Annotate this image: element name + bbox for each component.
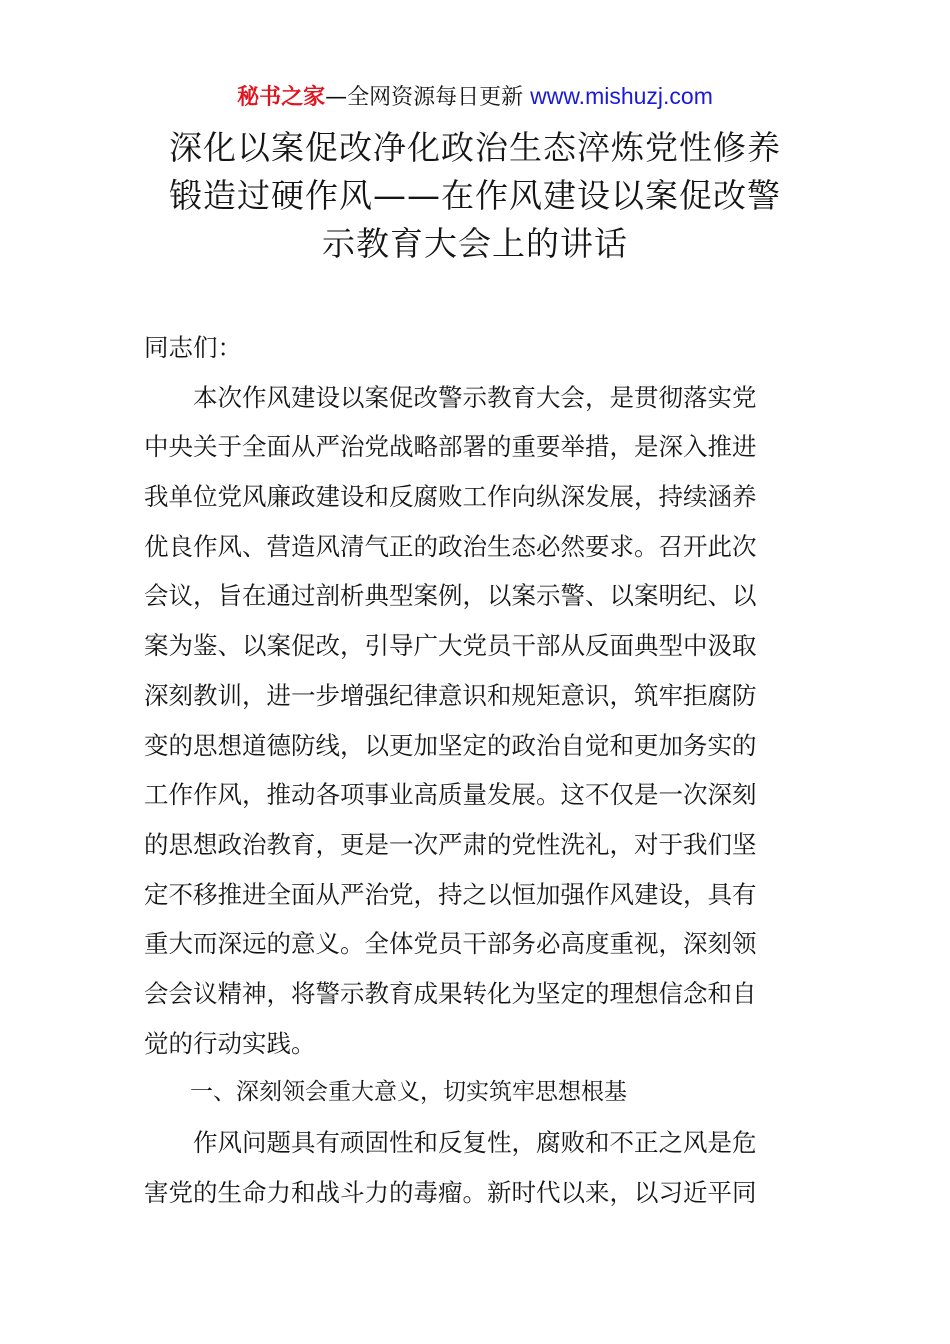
body-line: 变的思想道德防线，以更加坚定的政治自觉和更加务实的	[144, 730, 757, 760]
document-title	[140, 124, 810, 268]
body-line: 优良作风、营造风清气正的政治生态必然要求。召开此次	[144, 531, 757, 561]
document-body	[144, 323, 806, 1217]
body-line: 工作作风，推动各项事业高质量发展。这不仅是一次深刻	[144, 780, 757, 810]
body-line: 我单位党风廉政建设和反腐败工作向纵深发展，持续涵养	[144, 482, 757, 512]
header-separator: —	[325, 85, 348, 110]
brand-name: 秘书之家	[237, 85, 326, 110]
section-heading: 一、深刻领会重大意义，切实筑牢思想根基	[144, 1079, 627, 1106]
body-line: 深刻教训，进一步增强纪律意识和规矩意识，筑牢拒腐防	[144, 680, 757, 710]
body-line: 案为鉴、以案促改，引导广大党员干部从反面典型中汲取	[144, 631, 757, 661]
body-line: 作风问题具有顽固性和反复性，腐败和不正之风是危	[144, 1128, 757, 1157]
body-line: 本次作风建设以案促改警示教育大会，是贯彻落实党	[144, 382, 757, 412]
site-header	[0, 80, 950, 114]
body-line: 重大而深远的意义。全体党员干部务必高度重视，深刻领	[144, 929, 757, 959]
title-line-1: 深化以案促改净化政治生态淬炼党性修养	[169, 128, 781, 167]
body-line: 定不移推进全面从严治党，持之以恒加强作风建设，具有	[144, 879, 757, 909]
body-line: 害党的生命力和战斗力的毒瘤。新时代以来，以习近平同	[144, 1177, 757, 1207]
body-line: 的思想政治教育，更是一次严肃的党性洗礼，对于我们坚	[144, 829, 757, 859]
body-line: 中央关于全面从严治党战略部署的重要举措，是深入推进	[144, 432, 757, 462]
body-line: 会议，旨在通过剖析典型案例，以案示警、以案明纪、以	[144, 581, 757, 611]
title-line-3: 示教育大会上的讲话	[322, 224, 628, 263]
header-tagline: 全网资源每日更新	[347, 85, 524, 110]
site-url-link[interactable]: www.mishuzj.com	[530, 83, 713, 109]
body-line: 觉的行动实践。	[144, 1028, 316, 1058]
title-line-2: 锻造过硬作风——在作风建设以案促改警	[169, 176, 781, 215]
body-line: 会会议精神，将警示教育成果转化为坚定的理想信念和自	[144, 978, 757, 1008]
salutation: 同志们：	[144, 333, 242, 362]
